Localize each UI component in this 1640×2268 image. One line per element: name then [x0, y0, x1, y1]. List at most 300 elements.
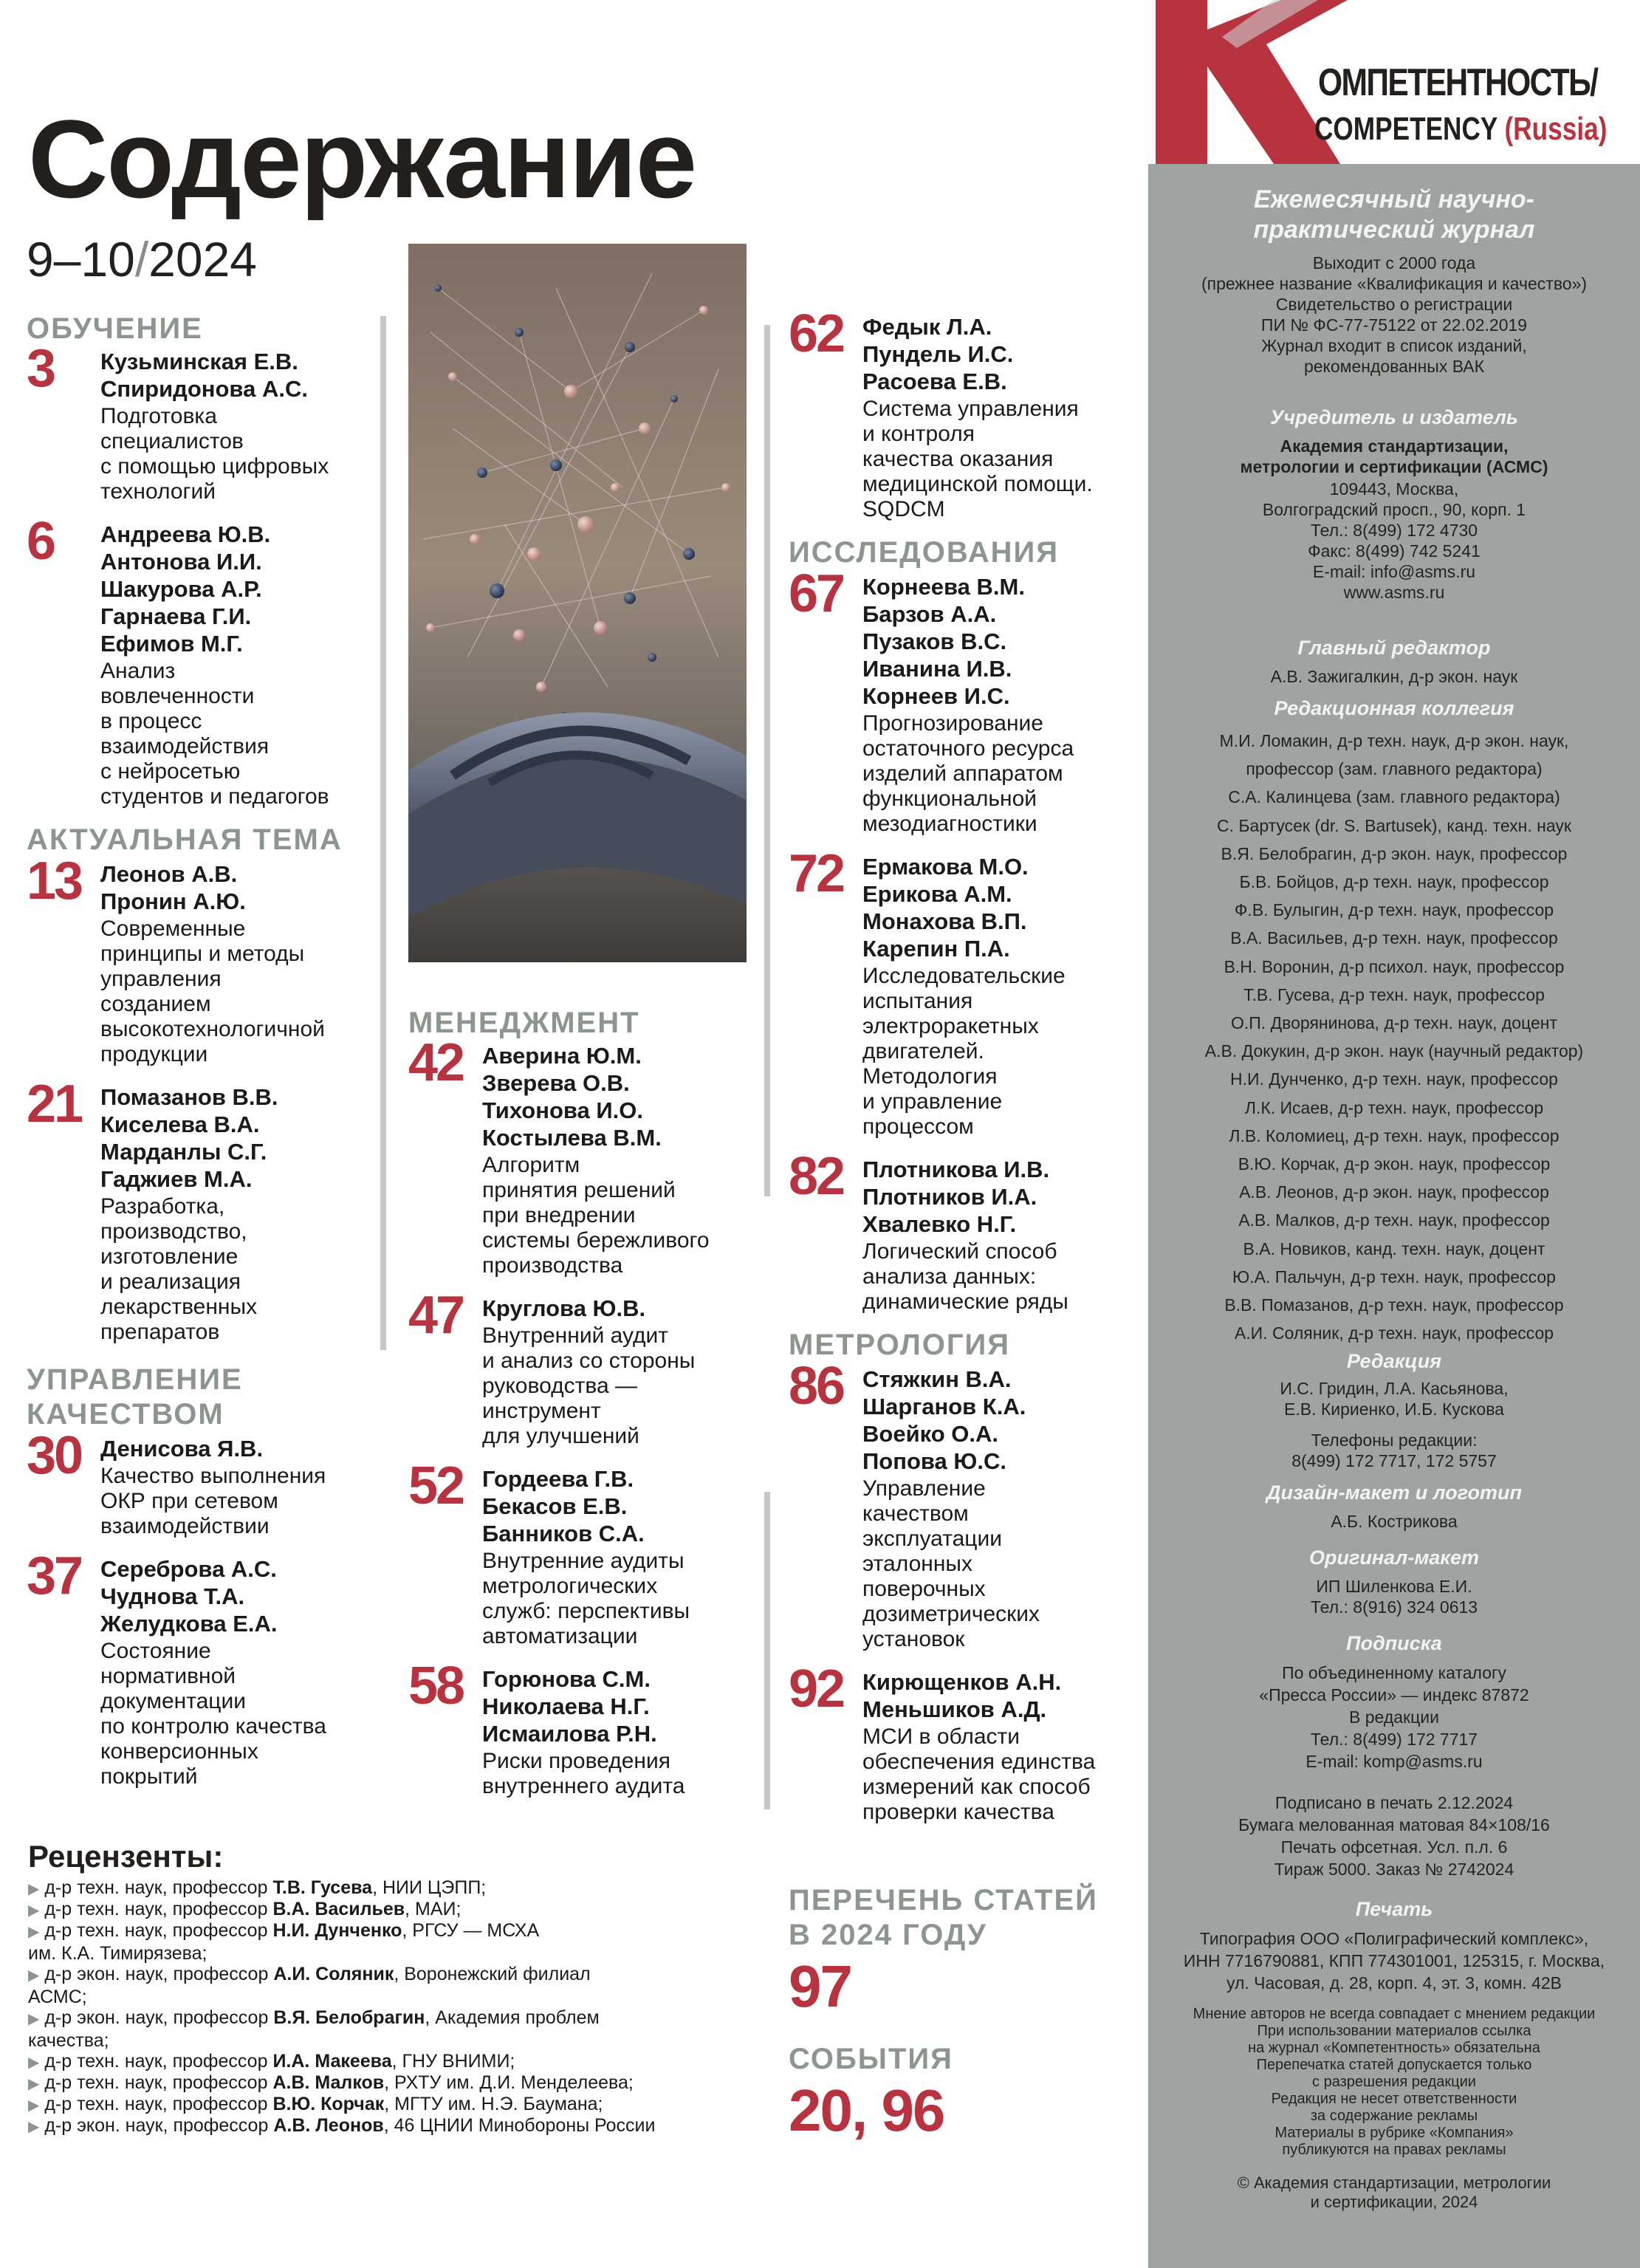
info-line: рекомендованных ВАК — [1303, 357, 1485, 376]
title-line: созданием — [100, 992, 211, 1016]
copyright-line: и сертификации, 2024 — [1310, 2193, 1478, 2211]
title-line: Анализ — [100, 659, 176, 683]
author: Иванина И.В. — [862, 656, 1012, 682]
sub-line: По объединенному каталогу — [1282, 1663, 1506, 1682]
author: Леонов А.В. — [100, 861, 238, 887]
toc-entry[interactable] — [408, 1456, 763, 1649]
print-line: Печать офсетная. Усл. п.л. 6 — [1280, 1837, 1508, 1857]
cover-illustration — [408, 244, 747, 962]
title-line: установок — [862, 1627, 965, 1651]
disclaimer-line: Мнение авторов не всегда совпадает с мнением редакции — [1193, 2006, 1596, 2022]
info-line: (прежнее название «Квалификация и качество») — [1201, 274, 1588, 293]
author: Николаева Н.Г. — [482, 1693, 650, 1719]
reviewer-name: Н.И. Дунченко — [272, 1920, 402, 1941]
heading-layout: Оригинал-макет — [1308, 1546, 1480, 1569]
title-line: производство, — [100, 1219, 247, 1244]
toc-entry[interactable] — [27, 512, 381, 809]
author: Монахова В.П. — [862, 908, 1027, 934]
reviewer-name: А.В. Малков — [272, 2072, 385, 2093]
title-line: Внутренний аудит — [482, 1323, 669, 1348]
reviewer-degree: д-р техн. наук, профессор — [44, 2072, 268, 2093]
founder-contacts — [1148, 479, 1640, 603]
toc-entry[interactable] — [789, 844, 1143, 1140]
section-training: ОБУЧЕНИЕ — [27, 312, 203, 345]
author: Ерикова А.М. — [862, 881, 1012, 907]
toc-entry[interactable] — [27, 1426, 381, 1539]
brand-name-en — [1314, 111, 1607, 148]
section-line: В 2024 ГОДУ — [789, 1919, 987, 1951]
reviewer-degree: д-р экон. наук, профессор — [44, 2007, 269, 2028]
toc-entry[interactable] — [27, 1546, 381, 1789]
board-member: Т.В. Гусева, д-р техн. наук, профессор — [1243, 984, 1545, 1004]
subscription-info — [1148, 1662, 1640, 1772]
page-number: 58 — [408, 1657, 464, 1716]
title-line: электроракетных — [862, 1014, 1039, 1038]
author: Денисова Я.В. — [100, 1436, 264, 1462]
title-line: покрытий — [100, 1764, 198, 1789]
toc-entry[interactable] — [789, 1147, 1143, 1315]
title-line: ОКР при сетевом — [100, 1489, 278, 1513]
article-list-page[interactable]: 97 — [789, 1953, 851, 2019]
title-line: двигателей. — [862, 1039, 984, 1063]
author: Пундель И.С. — [862, 341, 1014, 367]
author: Расоева Е.В. — [862, 369, 1007, 394]
reviewer: ▶ д-р техн. наук, профессор А.В. Малков, РХТУ им. Д.И. Менделеева; — [28, 2072, 634, 2093]
title-line: медицинской помощи. — [862, 472, 1093, 496]
journal-logo — [1148, 0, 1640, 164]
designer: А.Б. Кострикова — [1331, 1512, 1458, 1531]
author: Шакурова А.Р. — [100, 576, 262, 602]
reviewer-org: , Воронежский филиал — [394, 1964, 591, 1984]
page-number: 42 — [408, 1033, 464, 1092]
journal-info — [1148, 253, 1640, 377]
title-line: и контроля — [862, 422, 975, 446]
reviewer-org: , РГСУ — МСХА — [402, 1920, 540, 1941]
author: Кузьминская Е.В. — [100, 349, 298, 374]
journal-type-line: практический журнал — [1253, 216, 1535, 244]
title-line: функциональной — [862, 787, 1037, 811]
reviewer-org: , 46 ЦНИИ Минобороны России — [383, 2115, 656, 2136]
section-line: ПЕРЕЧЕНЬ СТАТЕЙ — [789, 1884, 1098, 1916]
sub-line: В редакции — [1349, 1707, 1439, 1727]
brand-en: COMPETENCY — [1314, 111, 1497, 147]
issue-months: 9–10 — [27, 232, 135, 287]
disclaimer-line: публикуются на правах рекламы — [1282, 2142, 1506, 2158]
title-line: Прогнозирование — [862, 711, 1043, 736]
print-info — [1148, 1792, 1640, 1880]
title-line: продукции — [100, 1042, 208, 1066]
board-member: Л.В. Коломиец, д-р техн. наук, профессор — [1229, 1126, 1560, 1145]
staff-line: Е.В. Кириенко, И.Б. Кускова — [1284, 1399, 1504, 1419]
disclaimer-line: Редакция не несет ответственности — [1271, 2091, 1517, 2107]
title-line: SQDCM — [862, 497, 945, 521]
board-member: С.А. Калинцева (зам. главного редактора) — [1228, 787, 1560, 807]
disclaimer-line: Материалы в рубрике «Компания» — [1274, 2125, 1514, 2141]
toc-entry[interactable] — [789, 1659, 1143, 1825]
board-member: В.В. Помазанов, д-р техн. наук, профессор — [1224, 1295, 1564, 1315]
title-line: изготовление — [100, 1244, 239, 1269]
author: Плотникова И.В. — [862, 1157, 1050, 1182]
info-line: Выходит с 2000 года — [1312, 253, 1476, 273]
board-member: профессор (зам. главного редактора) — [1246, 759, 1543, 779]
title-line: взаимодействия — [100, 734, 270, 758]
board-member: В.Я. Белобрагин, д-р экон. наук, профессор — [1221, 843, 1568, 863]
reviewer-degree: д-р техн. наук, профессор — [44, 1920, 268, 1941]
journal-type — [1148, 185, 1640, 245]
reviewer-org: , ГНУ ВНИМИ; — [391, 2051, 515, 2072]
board-member: Ф.В. Булыгин, д-р техн. наук, профессор — [1234, 900, 1554, 920]
printer-info — [1148, 1928, 1640, 1994]
printer-line: ул. Часовая, д. 28, корп. 4, эт. 3, комн. 42В — [1226, 1973, 1562, 1993]
title-line: нормативной — [100, 1664, 236, 1688]
board-member: А.В. Малков, д-р техн. наук, профессор — [1238, 1210, 1550, 1230]
title-line: производства — [482, 1253, 623, 1278]
author: Меньшиков А.Д. — [862, 1696, 1047, 1722]
author: Киселева В.А. — [100, 1111, 260, 1137]
author: Тихонова И.О. — [482, 1097, 643, 1123]
title-line: Подготовка — [100, 404, 217, 428]
page-number: 47 — [408, 1286, 464, 1345]
editorial-board — [1148, 727, 1640, 1347]
board-member: Б.В. Бойцов, д-р техн. наук, профессор — [1239, 872, 1549, 892]
author: Барзов А.А. — [862, 601, 997, 627]
author: Антонова И.И. — [100, 549, 262, 575]
layout-line: ИП Шиленкова Е.И. — [1316, 1577, 1472, 1596]
title-line: высокотехнологичной — [100, 1017, 325, 1041]
title-line: дозиметрических — [862, 1602, 1040, 1626]
title-line: качества оказания — [862, 447, 1054, 471]
title-line: испытания — [862, 989, 973, 1013]
disclaimer-line: за содержание рекламы — [1310, 2108, 1478, 2124]
toc-entry[interactable] — [789, 564, 1143, 837]
title-line: студентов и педагогов — [100, 784, 329, 809]
title-line: Алгоритм — [482, 1153, 580, 1177]
founder-line: Академия стандартизации, — [1280, 436, 1509, 456]
title-line: документации — [100, 1689, 246, 1713]
heading-founder: Учредитель и издатель — [1270, 406, 1518, 428]
title-line: мезодиагностики — [862, 812, 1037, 836]
title-line: руководства — — [482, 1374, 637, 1398]
author: Хвалевко Н.Г. — [862, 1211, 1017, 1237]
toc-entry[interactable] — [408, 1657, 763, 1799]
board-member: А.В. Леонов, д-р экон. наук, профессор — [1239, 1182, 1549, 1202]
reviewer: ▶ д-р экон. наук, профессор В.Я. Белобрагин, Академия проблем качества; — [28, 2007, 600, 2051]
founder-line: Тел.: 8(499) 172 4730 — [1310, 521, 1478, 540]
section-research: ИССЛЕДОВАНИЯ — [789, 536, 1060, 569]
brand-country: (Russia) — [1504, 111, 1608, 147]
title-line: остаточного ресурса — [862, 736, 1074, 761]
section-management: МЕНЕДЖМЕНТ — [408, 1007, 640, 1039]
title-line: с помощью цифровых — [100, 454, 329, 479]
reviewer-org: , РХТУ им. Д.И. Менделеева; — [384, 2072, 634, 2093]
title-line: и управление — [862, 1089, 1003, 1114]
author: Корнеева В.М. — [862, 574, 1025, 600]
author: Стяжкин В.А. — [862, 1366, 1012, 1392]
journal-type-line: Ежемесячный научно- — [1254, 185, 1534, 213]
heading-design: Дизайн-макет и логотип — [1266, 1481, 1522, 1504]
phone-line: Телефоны редакции: — [1311, 1431, 1478, 1450]
print-line: Бумага мелованная матовая 84×108/16 — [1238, 1815, 1550, 1834]
column-divider — [764, 1492, 770, 1809]
board-member: Ю.А. Пальчун, д-р техн. наук, профессор — [1232, 1267, 1556, 1287]
print-line: Подписано в печать 2.12.2024 — [1274, 1793, 1514, 1812]
title-line: Исследовательские — [862, 964, 1066, 988]
brand-name: ОМПЕТЕНТНОСТЬ/ — [1318, 61, 1598, 104]
title-line: измерений как способ — [862, 1775, 1091, 1799]
page-number: 6 — [27, 512, 55, 571]
page-number: 82 — [789, 1147, 844, 1206]
toc-entry[interactable] — [789, 1357, 1143, 1652]
title-line: служб: перспективы — [482, 1599, 690, 1623]
author: Гордеева Г.В. — [482, 1466, 634, 1492]
board-member: Н.И. Дунченко, д-р техн. наук, профессор — [1230, 1069, 1558, 1089]
title-line: Риски проведения — [482, 1749, 670, 1773]
section-events: СОБЫТИЯ — [789, 2043, 953, 2075]
title-line: Состояние — [100, 1639, 211, 1663]
section-topic: АКТУАЛЬНАЯ ТЕМА — [27, 823, 343, 856]
reviewer-name: В.Ю. Корчак — [272, 2094, 385, 2114]
title-line: автоматизации — [482, 1624, 638, 1648]
title-line: метрологических — [482, 1574, 658, 1598]
section-line: УПРАВЛЕНИЕ — [27, 1363, 243, 1396]
title-line: и реализация — [100, 1270, 241, 1294]
title-line: процессом — [862, 1114, 974, 1139]
title-line: инструмент — [482, 1399, 601, 1423]
sub-line: E-mail: komp@asms.ru — [1306, 1752, 1483, 1771]
section-line: КАЧЕСТВОМ — [27, 1398, 224, 1431]
author: Андреева Ю.В. — [100, 521, 271, 547]
network-spheres-icon — [408, 244, 747, 962]
title-line: системы бережливого — [482, 1228, 710, 1253]
title-line: изделий аппаратом — [862, 761, 1063, 786]
board-member: А.И. Соляник, д-р техн. наук, профессор — [1234, 1323, 1554, 1343]
title-line: принципы и методы — [100, 942, 305, 966]
toc-entry[interactable] — [27, 339, 381, 504]
author: Банников С.А. — [482, 1521, 645, 1546]
title-line: поверочных — [862, 1577, 986, 1601]
printer-line: ИНН 7716790881, КПП 774301001, 125315, г. Москва, — [1183, 1951, 1605, 1970]
title-line: Система управления — [862, 397, 1079, 421]
toc-entry[interactable] — [789, 304, 1143, 522]
founder-line: E-mail: info@asms.ru — [1312, 562, 1476, 581]
author: Федык Л.А. — [862, 314, 992, 340]
title-line: специалистов — [100, 429, 244, 453]
author: Гарнаева Г.И. — [100, 603, 252, 629]
author: Чуднова Т.А. — [100, 1583, 245, 1609]
reviewer-name: И.А. Макеева — [272, 2051, 392, 2072]
reviewer-org: , МГТУ им. Н.Э. Баумана; — [384, 2094, 603, 2114]
layout-info — [1148, 1576, 1640, 1617]
author: Пронин А.Ю. — [100, 888, 246, 914]
board-member: В.Ю. Корчак, д-р экон. наук, профессор — [1238, 1154, 1551, 1174]
reviewer-name: Т.В. Гусева — [272, 1877, 373, 1898]
page-number: 62 — [789, 304, 844, 363]
reviewer-degree: д-р техн. наук, профессор — [44, 2094, 268, 2114]
reviewer-degree: д-р экон. наук, профессор — [44, 2115, 269, 2136]
author: Горюнова С.М. — [482, 1666, 651, 1692]
author: Ермакова М.О. — [862, 854, 1029, 880]
founder-name — [1148, 436, 1640, 477]
copyright-line: © Академия стандартизации, метрологии — [1237, 2173, 1551, 2192]
disclaimer-line: Перепечатка статей допускается только — [1256, 2057, 1532, 2073]
heading-print: Печать — [1355, 1898, 1433, 1920]
title-line: принятия решений — [482, 1178, 676, 1202]
reviewer-degree: д-р техн. наук, профессор — [44, 1877, 268, 1898]
author: Попова Ю.С. — [862, 1448, 1006, 1474]
disclaimer-line: на журнал «Компетентность» обязательна — [1248, 2040, 1540, 2056]
editorial-phones — [1148, 1430, 1640, 1471]
reviewer: ▶ д-р техн. наук, профессор И.А. Макеева, ГНУ ВНИМИ; — [28, 2051, 515, 2072]
author: Сереброва А.С. — [100, 1556, 277, 1582]
title-line: проверки качества — [862, 1800, 1054, 1824]
founder-line: www.asms.ru — [1343, 583, 1445, 602]
copyright — [1148, 2173, 1640, 2212]
title-line: технологий — [100, 479, 216, 504]
page-number: 86 — [789, 1357, 844, 1416]
author: Аверина Ю.М. — [482, 1043, 642, 1069]
issue-year: 2024 — [148, 232, 257, 287]
printer-line: Типография ООО «Полиграфический комплекс», — [1199, 1929, 1589, 1948]
title-line: анализа данных: — [862, 1264, 1037, 1289]
disclaimer-line: При использовании материалов ссылка — [1257, 2023, 1531, 2039]
title-line: при внедрении — [482, 1203, 636, 1227]
author: Пузаков В.С. — [862, 628, 1007, 654]
title-line: Методология — [862, 1064, 998, 1089]
title-line: Современные — [100, 917, 246, 941]
reviewer-name: В.А. Васильев — [272, 1899, 405, 1919]
author: Спиридонова А.С. — [100, 376, 308, 402]
section-quality — [27, 1363, 381, 1432]
author: Кирющенков А.Н. — [862, 1669, 1062, 1695]
reviewer: ▶ д-р техн. наук, профессор Н.И. Дунченко, РГСУ — МСХА им. К.А. Тимирязева; — [28, 1920, 540, 1964]
reviewer-degree: д-р техн. наук, профессор — [44, 2051, 268, 2072]
info-line: Свидетельство о регистрации — [1275, 295, 1513, 314]
reviewer-name: В.Я. Белобрагин — [273, 2007, 425, 2028]
reviewer: ▶ д-р техн. наук, профессор Т.В. Гусева, НИИ ЦЭПП; — [28, 1877, 487, 1898]
author: Круглова Ю.В. — [482, 1295, 646, 1321]
reviewer-name: А.И. Соляник — [273, 1964, 394, 1984]
page-title: Содержание — [28, 97, 696, 221]
title-line: в процесс — [100, 709, 202, 733]
title-line: вовлеченности — [100, 684, 255, 708]
section-metrology: МЕТРОЛОГИЯ — [789, 1329, 1011, 1361]
author: Шарганов К.А. — [862, 1394, 1026, 1419]
section-article-list — [789, 1883, 1143, 1953]
author: Воейко О.А. — [862, 1421, 999, 1447]
reviewer-degree: д-р экон. наук, профессор — [44, 1964, 269, 1984]
page-number: 3 — [27, 339, 55, 398]
title-line: лекарственных — [100, 1295, 258, 1319]
title-line: Логический способ — [862, 1239, 1057, 1264]
column-divider — [380, 316, 386, 1350]
title-line: эксплуатации — [862, 1527, 1002, 1551]
disclaimer — [1148, 2006, 1640, 2159]
page-number: 21 — [27, 1075, 82, 1134]
author: Ефимов М.Г. — [100, 631, 243, 657]
title-line: управления — [100, 967, 222, 991]
page-number: 52 — [408, 1456, 464, 1515]
board-member: Л.К. Исаев, д-р техн. наук, профессор — [1244, 1097, 1544, 1117]
title-line: по контролю качества — [100, 1714, 326, 1738]
reviewer: ▶ д-р экон. наук, профессор А.И. Соляник, Воронежский филиал АСМС; — [28, 1964, 591, 2007]
disclaimer-line: с разрешения редакции — [1312, 2074, 1476, 2090]
info-line: Журнал входит в список изданий, — [1261, 336, 1527, 355]
reviewer-org: , МАИ; — [405, 1899, 462, 1919]
print-line: Тираж 5000. Заказ № 2742024 — [1274, 1860, 1514, 1879]
heading-editorial: Редакция — [1346, 1350, 1442, 1372]
info-line: ПИ № ФС-77-75122 от 22.02.2019 — [1260, 315, 1528, 335]
author: Бекасов Е.В. — [482, 1493, 628, 1519]
board-member: С. Бартусек (dr. S. Bartusek), канд. техн. наук — [1217, 815, 1571, 835]
sub-line: Тел.: 8(499) 172 7717 — [1310, 1730, 1478, 1749]
founder-line: метрологии и сертификации (АСМС) — [1240, 457, 1548, 476]
author: Зверева О.В. — [482, 1070, 630, 1096]
title-line: МСИ в области — [862, 1724, 1020, 1749]
page-number: 67 — [789, 564, 844, 623]
title-line: динамические ряды — [862, 1289, 1068, 1314]
author: Карепин П.А. — [862, 936, 1010, 962]
title-line: Внутренние аудиты — [482, 1549, 685, 1573]
sub-line: «Пресса России» — индекс 87872 — [1259, 1685, 1529, 1705]
column-divider — [764, 325, 770, 1196]
author: Корнеев И.С. — [862, 683, 1010, 709]
issue-number: 9–10/2024 — [27, 232, 257, 287]
title-line: для улучшений — [482, 1424, 639, 1448]
reviewer: ▶ д-р техн. наук, профессор В.Ю. Корчак, МГТУ им. Н.Э. Баумана; — [28, 2094, 603, 2114]
reviewer-name: А.В. Леонов — [273, 2115, 384, 2136]
reviewer-org: АСМС; — [28, 1987, 87, 2007]
editorial-staff — [1148, 1378, 1640, 1419]
reviewer: ▶ д-р техн. наук, профессор В.А. Васильев, МАИ; — [28, 1899, 462, 1919]
toc-entry[interactable] — [27, 1075, 381, 1345]
author: Помазанов В.В. — [100, 1084, 278, 1110]
title-line: обеспечения единства — [862, 1750, 1096, 1774]
heading-subscription: Подписка — [1346, 1632, 1442, 1654]
title-line: с нейросетью — [100, 759, 241, 784]
board-member: В.Н. Воронин, д-р психол. наук, профессор — [1224, 956, 1565, 976]
chief-editor: А.В. Зажигалкин, д-р экон. наук — [1270, 667, 1518, 686]
reviewers-title: Рецензенты: — [28, 1839, 224, 1874]
title-line: Качество выполнения — [100, 1464, 326, 1488]
reviewer-org: , НИИ ЦЭПП; — [372, 1877, 487, 1898]
board-member: М.И. Ломакин, д-р техн. наук, д-р экон. наук, — [1219, 731, 1569, 750]
board-member: А.В. Докукин, д-р экон. наук (научный редактор) — [1204, 1041, 1584, 1061]
toc-entry[interactable] — [27, 852, 381, 1067]
author: Костылева В.М. — [482, 1125, 662, 1151]
author: Исмаилова Р.Н. — [482, 1721, 657, 1747]
title-line: качеством — [862, 1501, 969, 1526]
page-number: 72 — [789, 844, 844, 903]
title-line: Разработка, — [100, 1194, 225, 1219]
events-pages[interactable]: 20, 96 — [789, 2077, 944, 2143]
page-number: 37 — [27, 1546, 82, 1606]
page-number: 30 — [27, 1426, 82, 1485]
title-line: препаратов — [100, 1320, 220, 1344]
title-line: эталонных — [862, 1552, 972, 1576]
founder-line: Факс: 8(499) 742 5241 — [1308, 541, 1481, 561]
title-line: конверсионных — [100, 1739, 258, 1764]
heading-chief-editor: Главный редактор — [1297, 637, 1491, 659]
page-number: 92 — [789, 1659, 844, 1719]
author: Гаджиев М.А. — [100, 1166, 253, 1192]
toc-entry[interactable] — [408, 1286, 763, 1449]
founder-line: 109443, Москва, — [1329, 479, 1459, 499]
board-member: О.П. Дворянинова, д-р техн. наук, доцент — [1230, 1013, 1558, 1033]
phone-line: 8(499) 172 7717, 172 5757 — [1291, 1451, 1497, 1470]
board-member: В.А. Новиков, канд. техн. наук, доцент — [1243, 1239, 1545, 1258]
author: Марданлы С.Г. — [100, 1139, 267, 1165]
toc-entry[interactable] — [408, 1033, 763, 1278]
